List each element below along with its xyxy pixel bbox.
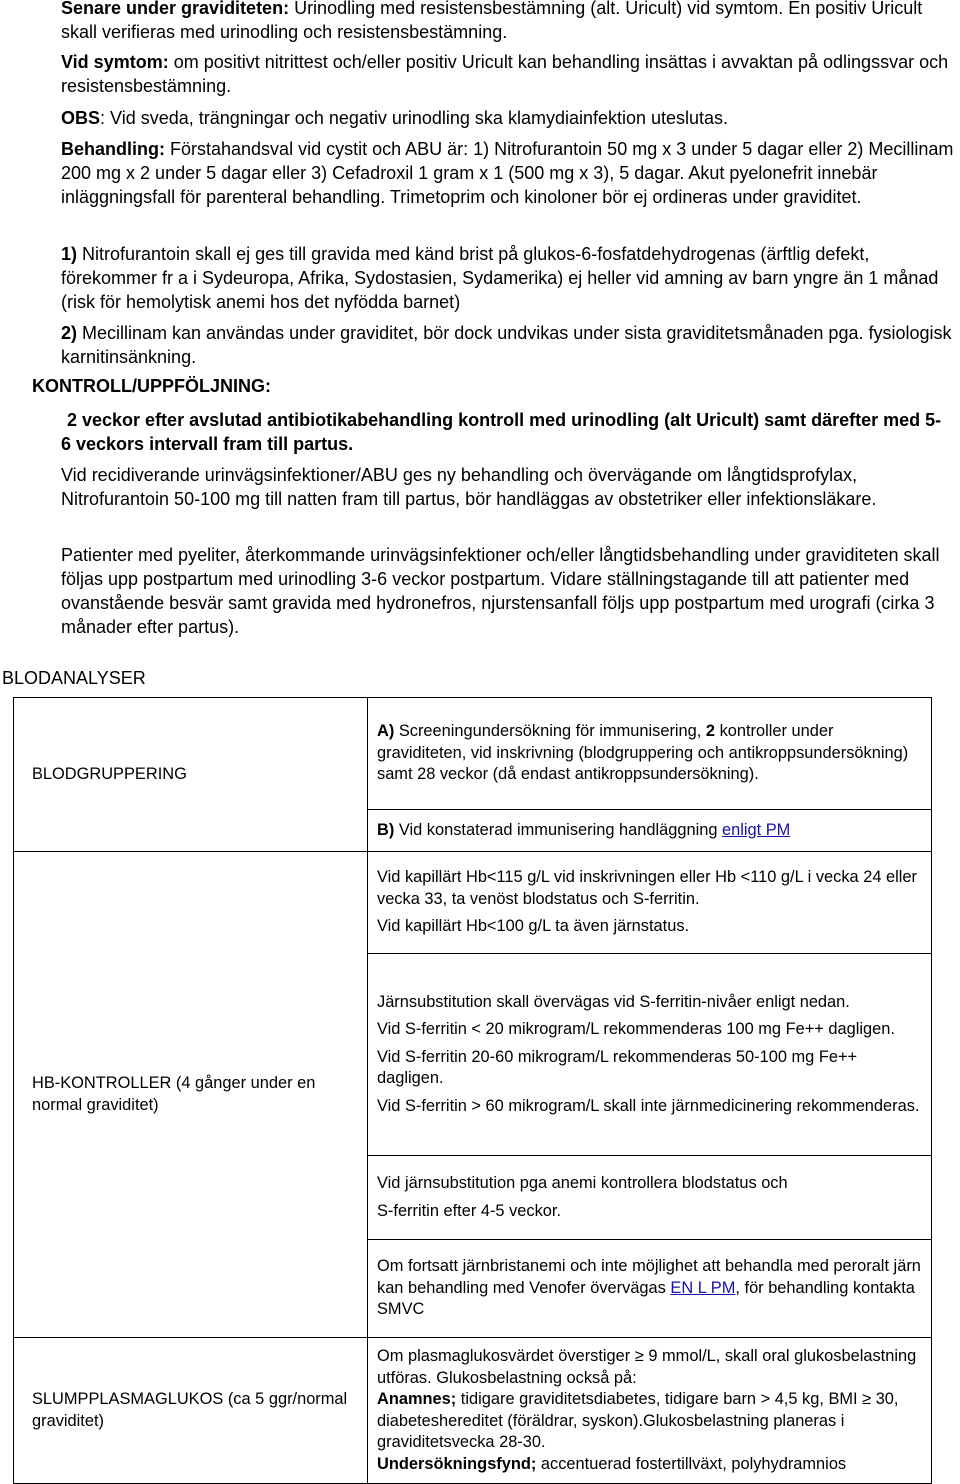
para-nitrofurantoin: 1) Nitrofurantoin skall ej ges till gravida med känd brist på glukos-6-fosfatdehydrogenas (ärftlig defekt, förekommer fr a i Sydeuropa, Afrika, Sydostasien, Sydamerika) ej heller vid amning av barn yngre än 1 månad (risk för hemolytisk anemi hos det nyfödda barnet) [61, 244, 939, 312]
para-behandling: Behandling: Förstahandsval vid cystit och ABU är: 1) Nitrofurantoin 50 mg x 3 under 5 dagar eller 2) Mecillinam 200 mg x 2 under 5 dagar eller 3) Cefadroxil 1 gram x 1 (500 mg x 3), 5 dagar. Akut pyelonefrit innebär inläggningsfall för parenteral behandling. Trimetoprim och kinoloner bör ej ordineras under graviditet. [61, 139, 954, 207]
text-screening: A) Screeningundersökning för immunisering, 2 kontroller under graviditeten, vid inskrivning (blodgruppering och antikroppsundersökning) samt 28 veckor (då endast antikroppsundersökning). [377, 722, 909, 784]
text-anemi-1: Vid järnsubstitution pga anemi kontrollera blodstatus och [377, 1174, 788, 1192]
para-obs: OBS: Vid sveda, trängningar och negativ urinodling ska klamydiainfektion uteslutas. [61, 108, 729, 128]
link-en-l-pm[interactable]: EN L PM [670, 1278, 736, 1297]
heading-blodanalyser: BLODANALYSER [2, 668, 146, 688]
text-immunisering: B) Vid konstaterad immunisering handläggning enligt PM [377, 820, 791, 839]
cell-venofer [368, 1240, 932, 1338]
cell-glukos [368, 1338, 932, 1484]
para-pyeliter: Patienter med pyeliter, återkommande urinvägsinfektioner och/eller långtidsbehandling under graviditeten skall följas upp postpartum med urinodling 3-6 veckor postpartum. Vidare ställningstagande till att patienter med ovanstående besvär samt gravida med hydronefros, njurstensanfall följs upp postpartum med urografi (cirka 3 månader efter partus). [61, 545, 940, 637]
text-ferritin-60: Vid S-ferritin > 60 mikrogram/L skall inte järnmedicinering rekommenderas. [377, 1096, 920, 1115]
text-jarn-niva: Järnsubstitution skall övervägas vid S-ferritin-nivåer enligt nedan. [377, 992, 850, 1011]
para-vid-symtom: Vid symtom: om positivt nitrittest och/eller positiv Uricult kan behandling insättas i avvaktan på odlingssvar och resistensbestämning. [61, 52, 949, 96]
text-hb-jarnstatus: Vid kapillärt Hb<100 g/L ta även järnstatus. [377, 917, 690, 936]
cell-slumpplasmaglukos: SLUMPPLASMAGLUKOS (ca 5 ggr/normal graviditet) [14, 1338, 368, 1484]
text-venofer: Om fortsatt järnbristanemi och inte möjlighet att behandla med peroralt järn kan behandling med Venofer övervägas EN L PM, för behandling kontakta SMVC [377, 1257, 921, 1319]
text-ferritin-20-60: Vid S-ferritin 20-60 mikrogram/L rekommenderas 50-100 mg Fe++ dagligen. [377, 1047, 858, 1088]
cell-screening [368, 698, 932, 810]
blodanalyser-table [13, 697, 932, 1484]
para-recidiverande: Vid recidiverande urinvägsinfektioner/ABU ges ny behandling och övervägande om långtidsprofylax, Nitrofurantoin 50-100 mg till natten fram till partus, bör handläggas av obstetriker eller infektionsläkare. [61, 465, 877, 509]
cell-jarnsubstitution [368, 954, 932, 1156]
text-hb-inskrivning: Vid kapillärt Hb<115 g/L vid inskrivningen eller Hb <110 g/L i vecka 24 eller vecka 33, ta venöst blodstatus och S-ferritin. [377, 868, 917, 908]
cell-hb-kapillart [368, 852, 932, 954]
heading-kontroll: KONTROLL/UPPFÖLJNING: [32, 376, 271, 396]
link-enligt-pm[interactable]: enligt PM [722, 820, 791, 839]
text-anemi-2: S-ferritin efter 4-5 veckor. [377, 1201, 562, 1220]
para-senare: Senare under graviditeten: Urinodling med resistensbestämning (alt. Uricult) vid symtom. En positiv Uricult skall verifieras med urinodling och resistensbestämning. [61, 0, 923, 42]
para-kontroll-bold: 2 veckor efter avslutad antibiotikabehandling kontroll med urinodling (alt Uricult) samt därefter med 5-6 veckors intervall fram till partus. [61, 410, 942, 454]
cell-anemi-kontroll [368, 1156, 932, 1240]
text-glukos: Om plasmaglukosvärdet överstiger ≥ 9 mmol/L, skall oral glukosbelastning utföras. Glukosbelastning också på: Anamnes; tidigare graviditetsdiabetes, tidigare barn > 4,5 kg, BMI ≥ 30, diabeteshereditet (föräldrar, syskon).Glukosbelastning planeras i graviditetsvecka 28-30. Undersökningsfynd; accentuerad fostertillväxt, polyhydramnios [377, 1347, 917, 1473]
cell-immunisering [368, 810, 932, 852]
para-mecillinam: 2) Mecillinam kan användas under graviditet, bör dock undvikas under sista graviditetsmånaden pga. fysiologisk karnitinsänkning. [61, 323, 952, 367]
text-ferritin-20: Vid S-ferritin < 20 mikrogram/L rekommenderas 100 mg Fe++ dagligen. [377, 1020, 895, 1039]
cell-blodgruppering: BLODGRUPPERING [14, 698, 368, 852]
cell-hb-kontroller: HB-KONTROLLER (4 gånger under en normal graviditet) [14, 852, 368, 1338]
